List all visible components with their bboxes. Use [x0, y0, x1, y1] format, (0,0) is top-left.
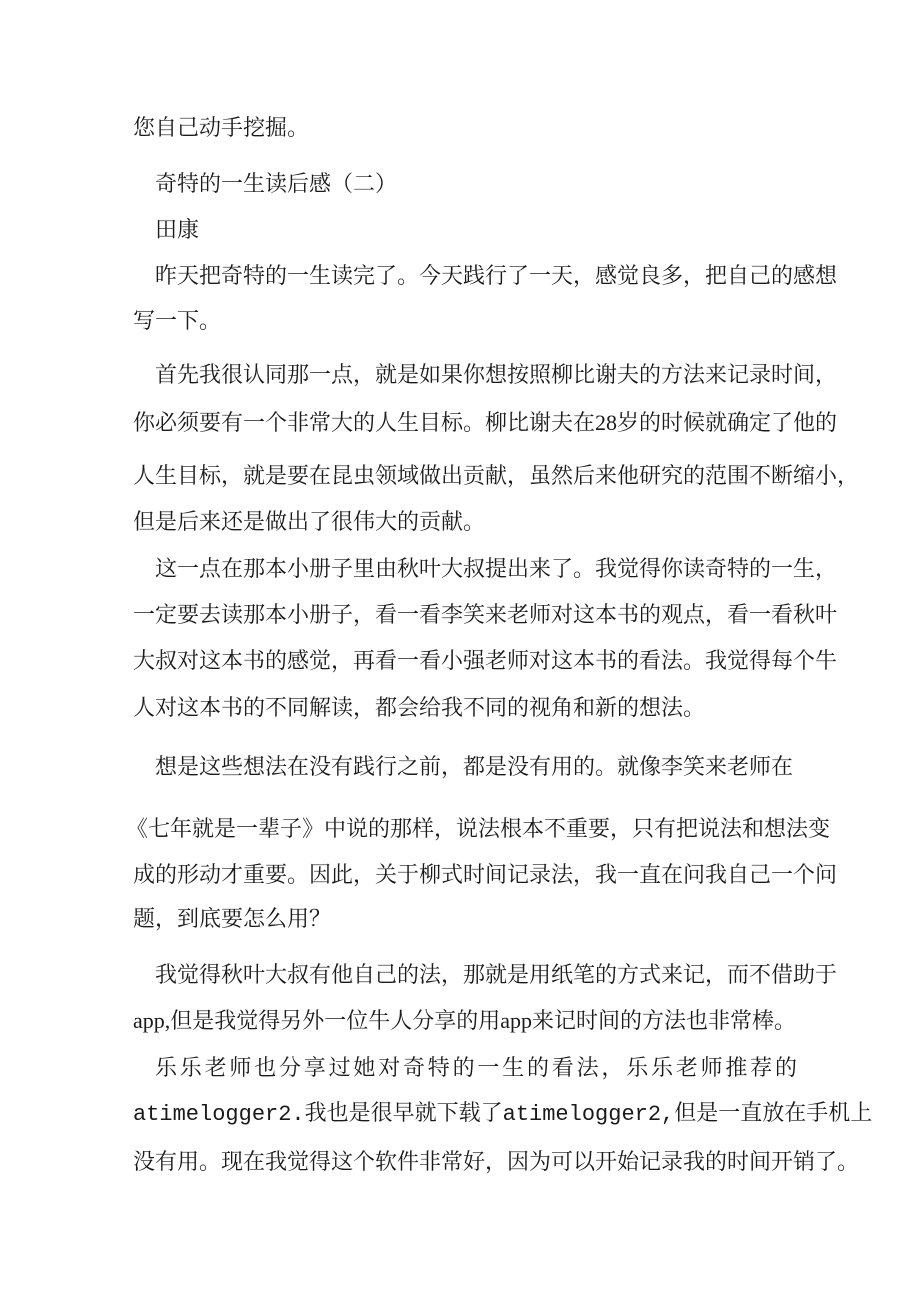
paragraph-line: 写一下。	[133, 309, 222, 334]
paragraph-line: 但是后来还是做出了很伟大的贡献。	[133, 510, 486, 535]
paragraph-line: 想是这些想法在没有践行之前，都是没有用的。就像李笑来老师在	[155, 755, 794, 780]
paragraph-line: 昨天把奇特的一生读完了。今天践行了一天，感觉良多，把自己的感想	[155, 264, 838, 289]
essay-title: 奇特的一生读后感（二）	[155, 172, 398, 197]
paragraph-line: 人对这本书的不同解读，都会给我不同的视角和新的想法。	[133, 696, 706, 721]
paragraph-line: 我觉得秋叶大叔有他自己的法，那就是用纸笔的方式来记，而不借助于	[155, 963, 838, 988]
paragraph-line: 题，到底要怎么用？	[133, 907, 332, 932]
paragraph-line: atimelogger2.我也是很早就下载了atimelogger2,但是一直放在手机上	[133, 1102, 873, 1127]
author-name: 田康	[155, 218, 200, 243]
paragraph-line: 这一点在那本小册子里由秋叶大叔提出来了。我觉得你读奇特的一生，	[155, 557, 838, 582]
paragraph-line: app,但是我觉得另外一位牛人分享的用app来记时间的方法也非常棒。	[133, 1008, 797, 1033]
paragraph-line: 您自己动手挖掘。	[133, 116, 310, 141]
paragraph-line: 你必须要有一个非常大的人生目标。柳比谢夫在28岁的时候就确定了他的	[133, 410, 838, 435]
paragraph-line: 没有用。现在我觉得这个软件非常好，因为可以开始记录我的时间开销了。	[133, 1150, 860, 1175]
paragraph-line: 人生目标，就是要在昆虫领域做出贡献，虽然后来他研究的范围不断缩小，	[133, 464, 860, 489]
paragraph-line: 一定要去读那本小册子，看一看李笑来老师对这本书的观点，看一看秋叶	[133, 603, 838, 628]
paragraph-line: 首先我很认同那一点，就是如果你想按照柳比谢夫的方法来记录时间，	[155, 363, 838, 388]
paragraph-line: 成的形动才重要。因此，关于柳式时间记录法，我一直在问我自己一个问	[133, 863, 838, 888]
paragraph-line: 大叔对这本书的感觉，再看一看小强老师对这本书的看法。我觉得每个牛	[133, 649, 838, 674]
paragraph-line: 《七年就是一辈子》中说的那样，说法根本不重要，只有把说法和想法变	[126, 817, 831, 842]
paragraph-line: 乐乐老师也分享过她对奇特的一生的看法，乐乐老师推荐的	[155, 1056, 797, 1081]
